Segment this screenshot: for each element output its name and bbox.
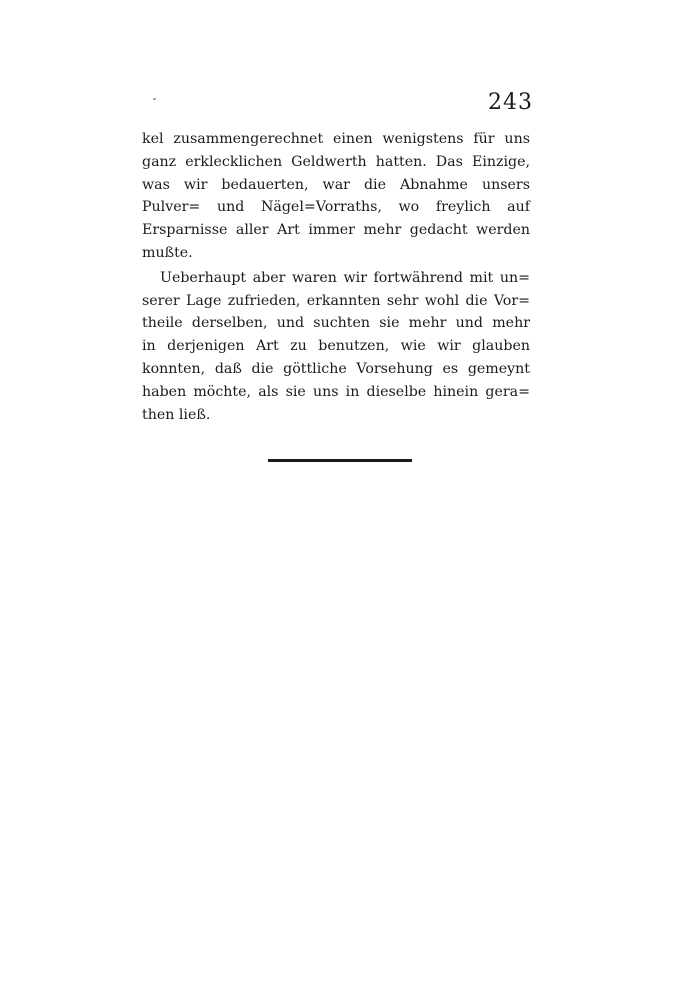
text-line: theile derselben, und suchten sie mehr und mehr [142, 315, 530, 332]
paragraph-2 [142, 267, 530, 427]
paragraph-1 [142, 128, 530, 265]
text-line: then ließ. [142, 406, 211, 423]
text-line: ganz erklecklichen Geldwerth hatten. Das Einzige, [142, 153, 530, 170]
text-line: serer Lage zufrieden, erkannten sehr wohl die Vor= [142, 292, 530, 309]
page-number: 243 [488, 90, 533, 115]
text-line: haben möchte, als sie uns in dieselbe hinein gera= [142, 383, 530, 400]
text-line: in derjenigen Art zu benutzen, wie wir glauben [142, 338, 530, 355]
text-line: konnten, daß die göttliche Vorsehung es gemeynt [142, 360, 530, 377]
text-line: Ersparnisse aller Art immer mehr gedacht werden [142, 222, 530, 239]
end-rule [268, 459, 412, 462]
text-line: was wir bedauerten, war die Abnahme unsers [142, 176, 530, 193]
text-line: kel zusammengerechnet einen wenigstens für uns [142, 131, 530, 147]
text-line: Pulver= und Nägel=Vorraths, wo freylich auf [142, 199, 530, 216]
paper-speck [153, 98, 156, 100]
text-line: mußte. [142, 244, 193, 261]
text-line: Ueberhaupt aber waren wir fortwährend mit un= [160, 269, 530, 286]
body-text [142, 128, 530, 426]
